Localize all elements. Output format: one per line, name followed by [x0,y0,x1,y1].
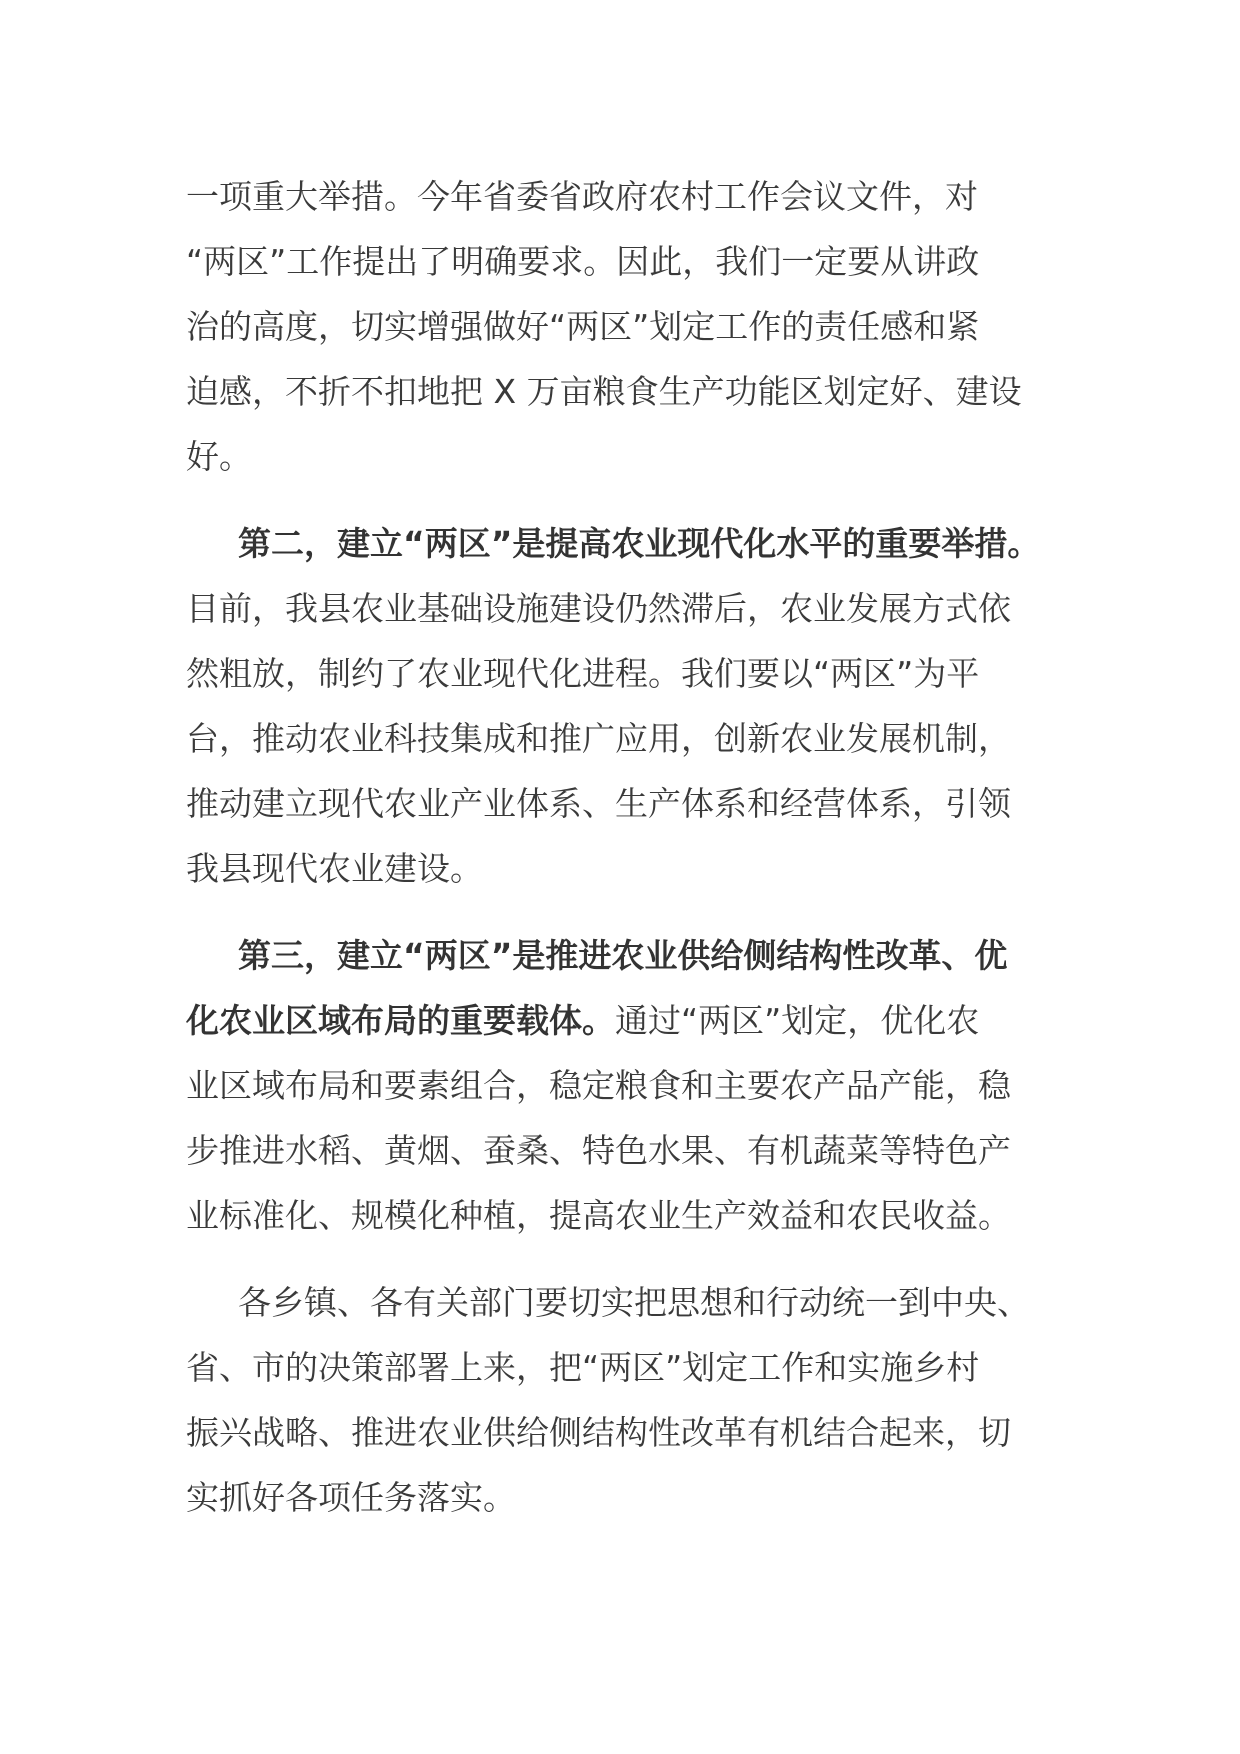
paragraph-line: 实抓好各项任务落实。 [186,1478,516,1517]
point-heading: 第三，建立“两区”是推进农业供给侧结构性改革、优 [238,936,1008,975]
paragraph-line: 推动建立现代农业产业体系、生产体系和经营体系，引领 [186,784,1011,823]
paragraph-line: 振兴战略、推进农业供给侧结构性改革有机结合起来，切 [186,1413,1011,1452]
paragraph-line [186,923,1086,988]
paragraph-line: 好。 [186,437,252,476]
paragraph-line: 我县现代农业建设。 [186,849,483,888]
paragraph-line: 一项重大举措。今年省委省政府农村工作会议文件，对 [186,177,978,216]
paragraph-line: 省、市的决策部署上来，把“两区”划定工作和实施乡村 [186,1348,980,1387]
paragraph-line: 各乡镇、各有关部门要切实把思想和行动统一到中央、 [238,1283,1030,1322]
paragraph-line: “两区”工作提出了明确要求。因此，我们一定要从讲政 [186,242,980,281]
point-text: 通过“两区”划定，优化农 [615,1001,980,1040]
paragraph-line: 业区域布局和要素组合，稳定粮食和主要农产品产能，稳 [186,1066,1011,1105]
document-body [186,164,1086,1530]
paragraph-line: 业标准化、规模化种植，提高农业生产效益和农民收益。 [186,1196,1011,1235]
paragraph-3 [186,923,1086,1248]
point-heading: 化农业区域布局的重要载体。 [186,1001,615,1040]
paragraph-line: 步推进水稻、黄烟、蚕桑、特色水果、有机蔬菜等特色产 [186,1131,1011,1170]
paragraph-line: 台，推动农业科技集成和推广应用，创新农业发展机制， [186,719,1011,758]
paragraph-2 [186,511,1086,901]
paragraph-line: 目前，我县农业基础设施建设仍然滞后，农业发展方式依 [186,589,1011,628]
point-heading: 第二，建立“两区”是提高农业现代化水平的重要举措。 [238,524,1041,563]
paragraph-line: 然粗放，制约了农业现代化进程。我们要以“两区”为平 [186,654,980,693]
paragraph-line [186,988,1086,1053]
paragraph-1 [186,164,1086,489]
paragraph-line: 治的高度，切实增强做好“两区”划定工作的责任感和紧 [186,307,980,346]
paragraph-4 [186,1270,1086,1530]
paragraph-line [186,511,1086,576]
paragraph-line: 迫感，不折不扣地把 X 万亩粮食生产功能区划定好、建设 [186,372,1022,411]
